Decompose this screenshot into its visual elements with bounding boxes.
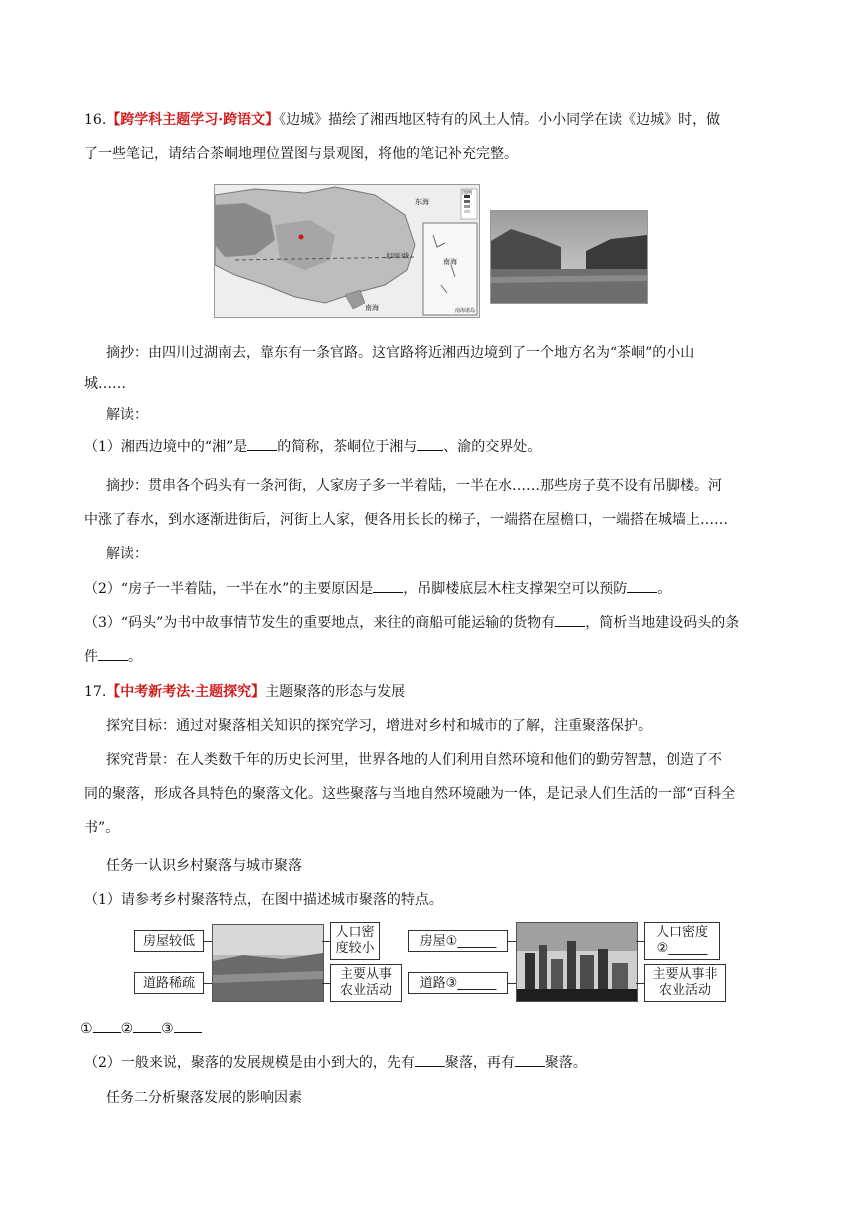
q17-sub2-blank1[interactable] bbox=[415, 1052, 445, 1067]
inset-frame bbox=[423, 223, 477, 315]
tropic-label: 北回归线 bbox=[385, 253, 410, 260]
q17-sub2-text-c: 聚落。 bbox=[544, 1055, 587, 1071]
q17-goal: 探究目标：通过对聚落相关知识的探究学习，增进对乡村和城市的了解，注重聚落保护。 bbox=[106, 718, 652, 734]
q17-sub2-text-a: （2）一般来说，聚落的发展规模是由小到大的，先有 bbox=[84, 1055, 415, 1071]
rural-density-box: 人口密度较小 bbox=[330, 922, 380, 960]
urban-density-box[interactable]: 人口密度②______ bbox=[644, 922, 720, 960]
q16-sub1 bbox=[84, 436, 541, 457]
q16-sub2-blank2[interactable] bbox=[627, 578, 657, 593]
rural-houses-box: 房屋较低 bbox=[134, 930, 204, 952]
map-svg bbox=[215, 185, 479, 317]
china-location-map bbox=[214, 184, 480, 318]
q16-stem-line2: 了一些笔记，请结合茶峒地理位置图与景观图，将他的笔记补充完整。 bbox=[84, 146, 518, 162]
q17-sub2-text-b: 聚落，再有 bbox=[444, 1055, 515, 1071]
q16-sub3-text-d: 。 bbox=[128, 649, 142, 665]
q17-task2: 任务二分析聚落发展的影响因素 bbox=[106, 1090, 302, 1106]
q16-sub1-blank2[interactable] bbox=[417, 436, 443, 451]
q16-sub3-line2 bbox=[84, 646, 142, 667]
q16-sub1-text-c: 、渝的交界处。 bbox=[443, 439, 542, 455]
q17-title-line bbox=[84, 682, 405, 702]
q16-excerpt2-line2: 中涨了春水，到水逐渐进街后，河街上人家，便各用长长的梯子，一端搭在屋檐口，一端搭在城墙上…… bbox=[84, 512, 728, 528]
east-sea-label: 东海 bbox=[415, 198, 429, 206]
q16-sub3-blank1[interactable] bbox=[555, 612, 585, 627]
q16-stem-line1 bbox=[84, 110, 720, 130]
q16-sub2-text-a: （2）“房子一半着陆，一半在水”的主要原因是 bbox=[84, 581, 374, 597]
q17-bg-line3: 书”。 bbox=[84, 820, 120, 836]
q16-sub2 bbox=[84, 578, 671, 599]
q16-sub3-blank2[interactable] bbox=[98, 646, 128, 661]
south-sea-label: 南海 bbox=[365, 304, 379, 312]
q16-sub1-blank1[interactable] bbox=[247, 436, 277, 451]
q16-number: 16. bbox=[84, 112, 107, 128]
q16-interp1: 解读： bbox=[106, 407, 148, 423]
q16-stem-text: 《边城》描绘了湘西地区特有的风土人情。小小同学在读《边城》时，做 bbox=[279, 112, 721, 128]
legend-label: 图例 bbox=[462, 190, 473, 196]
q17-bg-line1: 探究背景：在人类数千年的历史长河里，世界各地的人们利用自然环境和他们的勤劳智慧，创造了不 bbox=[106, 752, 722, 768]
q17-tag: 【中考新考法·主题探究】 bbox=[106, 684, 266, 700]
rural-activity-box: 主要从事农业活动 bbox=[330, 964, 402, 1002]
south-sea-inset-label: 南海 bbox=[443, 258, 457, 266]
q16-sub3-text-a: （3）“码头”为书中故事情节发生的重要地点，来往的商船可能运输的货物有 bbox=[84, 615, 556, 631]
answer-label-3: ③ bbox=[161, 1021, 174, 1037]
q16-sub1-text-a: （1）湘西边境中的“湘”是 bbox=[84, 439, 248, 455]
inset-label: 南海诸岛 bbox=[455, 308, 476, 314]
urban-activity-box: 主要从事非农业活动 bbox=[644, 964, 726, 1002]
answer-blank-3[interactable] bbox=[174, 1018, 202, 1033]
q17-sub1: （1）请参考乡村聚落特点，在图中描述城市聚落的特点。 bbox=[84, 892, 443, 908]
q16-sub3-text-c: 件 bbox=[84, 649, 98, 665]
chadong-landscape-photo bbox=[490, 210, 648, 304]
rural-photo bbox=[212, 924, 324, 1002]
urban-roads-box[interactable]: 道路③______ bbox=[408, 972, 508, 994]
urban-houses-box[interactable]: 房屋①______ bbox=[408, 930, 508, 952]
q17-answer-blanks bbox=[80, 1018, 202, 1039]
q16-excerpt1-line2: 城…… bbox=[84, 376, 126, 392]
q17-title: 主题聚落的形态与发展 bbox=[265, 684, 406, 700]
q17-number: 17. bbox=[84, 684, 107, 700]
q16-sub3-line1 bbox=[84, 612, 739, 633]
q16-sub2-text-c: 。 bbox=[657, 581, 672, 597]
chadong-marker bbox=[299, 235, 304, 240]
answer-label-1: ① bbox=[80, 1021, 93, 1037]
q16-sub2-text-b: ，吊脚楼底层木柱支撑架空可以预防 bbox=[403, 581, 628, 597]
answer-label-2: ② bbox=[120, 1021, 134, 1037]
q17-bg-line2: 同的聚落，形成各具特色的聚落文化。这些聚落与当地自然环境融为一体，是记录人们生活的一部“百科全 bbox=[84, 786, 736, 802]
q16-sub2-blank1[interactable] bbox=[373, 578, 403, 593]
answer-blank-1[interactable] bbox=[93, 1018, 121, 1033]
q16-sub3-text-b: ，简析当地建设码头的条 bbox=[585, 615, 740, 631]
rural-roads-box: 道路稀疏 bbox=[134, 972, 204, 994]
q16-excerpt2-line1: 摘抄：贯串各个码头有一条河街，人家房子多一半着陆，一半在水……那些房子莫不设有吊脚楼。河 bbox=[106, 478, 722, 494]
answer-blank-2[interactable] bbox=[133, 1018, 161, 1033]
urban-photo bbox=[516, 922, 638, 1002]
q16-excerpt1-line1: 摘抄：由四川过湖南去，靠东有一条官路。这官路将近湘西边境到了一个地方名为“茶峒”的小山 bbox=[106, 345, 695, 361]
q16-tag: 【跨学科主题学习·跨语文】 bbox=[106, 112, 280, 128]
q16-interp2: 解读： bbox=[106, 546, 148, 562]
q17-task1: 任务一认识乡村聚落与城市聚落 bbox=[106, 858, 302, 874]
settlement-diagram bbox=[134, 920, 730, 1004]
q17-sub2-blank2[interactable] bbox=[515, 1052, 545, 1067]
q17-sub2 bbox=[84, 1052, 587, 1073]
q16-sub1-text-b: 的简称，茶峒位于湘与 bbox=[277, 439, 418, 455]
